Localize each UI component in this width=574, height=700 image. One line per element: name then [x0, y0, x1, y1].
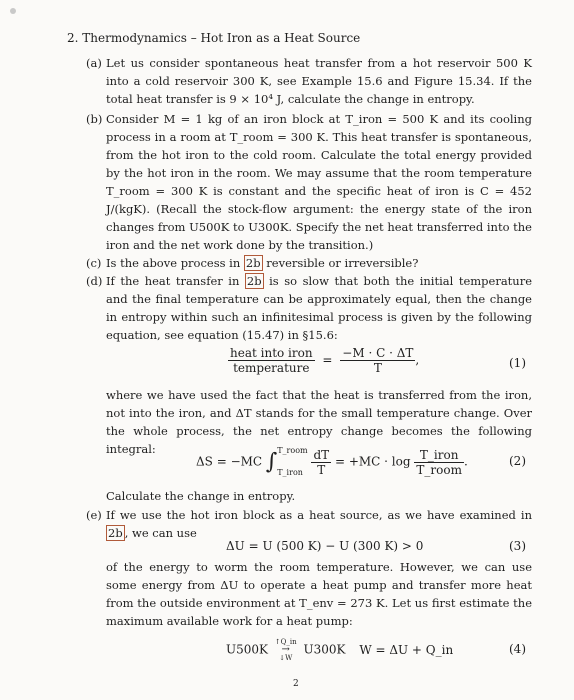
- item-e-text-before: If we use the hot iron block as a heat source, as we have examined in: [106, 508, 532, 522]
- eq2-integrand-denominator: T: [317, 462, 326, 477]
- item-d-calculate: Calculate the change in entropy.: [106, 489, 296, 503]
- equation-1: $\frac{\text{heat into iron}}{\text{temperature}}$ = $\frac{-M \cdot C \cdot \Delta T}{T}$ ,: [230, 346, 420, 375]
- problem-heading: 2. Thermodynamics – Hot Iron as a Heat Source: [67, 31, 361, 45]
- item-e-text: [106, 506, 532, 542]
- item-c: [86, 254, 532, 272]
- bullet-dot: [10, 8, 16, 14]
- eq1-lhs-denominator: temperature: [233, 361, 310, 375]
- eq2-integrand: [311, 448, 331, 477]
- eq1-rhs-numerator: −M · C · ΔT: [342, 346, 414, 360]
- integral-limits: [277, 440, 307, 484]
- ref-2b-link[interactable]: 2b: [245, 256, 261, 270]
- item-d-text-before: If the heat transfer in: [106, 274, 240, 288]
- equation-2-number: (2): [509, 454, 526, 468]
- item-a-label: (a): [86, 56, 102, 70]
- eq2-rhs: = +MC · log: [334, 454, 411, 469]
- item-e-after-eq3: of the energy to worm the room temperature. However, we can use some energy from ΔU to operate a heat pump and transfer more heat from the outside environment at T_env = 273 K. Let us first estimate the maximum available work for a heat pump:: [106, 560, 532, 628]
- item-b-text: Consider M = 1 kg of an iron block at T_iron = 500 K and its cooling process in a room at T_room = 300 K. This heat transfer is spontaneous, from the hot iron to the cold room. Calculate the total energy provided by the hot iron in the room. We may assume that the room temperature T_room = 300 K is constant and the specific heat of iron is C = 452 J/(kgK). (Recall the stock-flow argument: the energy state of the iron changes from U500K to U300K. Specify the net heat transferred into the iron and the net work done by the transition.): [106, 112, 532, 252]
- item-c-text: [106, 254, 532, 272]
- eq1-rhs-fraction: [340, 346, 415, 375]
- eq4-arrow-bottom: ↓W: [279, 654, 293, 662]
- eq2-integrand-numerator: dT: [313, 447, 330, 462]
- eq2-log-denominator: T_room: [416, 462, 462, 477]
- eq1-lhs-fraction: [228, 346, 315, 375]
- item-c-text-after: reversible or irreversible?: [266, 256, 419, 270]
- eq4-relation: W = ΔU + Q_in: [359, 642, 454, 657]
- eq2-log-numerator: T_iron: [414, 448, 464, 463]
- item-d: [86, 272, 532, 344]
- eq1-rhs-denominator: T: [373, 361, 382, 375]
- integral-sign: ∫: [265, 449, 278, 475]
- item-e-text-after: , we can use: [124, 526, 197, 540]
- item-b-label: (b): [86, 112, 103, 126]
- eq2-log-fraction: [414, 448, 464, 477]
- ref-2b-link[interactable]: 2b: [108, 526, 123, 540]
- page-number: 2: [293, 679, 299, 689]
- equation-3: ΔU = U (500 K) − U (300 K) > 0: [226, 539, 424, 553]
- equation-1-number: (1): [509, 356, 526, 370]
- item-c-text-before: Is the above process in: [106, 256, 241, 270]
- item-d-label: (d): [86, 274, 103, 288]
- eq4-arrow: [275, 638, 297, 662]
- equation-3-number: (3): [509, 539, 526, 553]
- equation-4: [226, 638, 453, 662]
- item-a: [86, 54, 532, 108]
- eq2-upper-limit: T_room: [277, 446, 308, 455]
- item-d-text-after: is so slow that both the initial temperature and the final temperature can be approximately equal, then the change in entropy within such an infinitesimal process is given by the following equation, see equation (15.47) in §15.6:: [106, 274, 533, 342]
- eq1-lhs-numerator: heat into iron: [230, 346, 313, 360]
- item-a-text: Let us consider spontaneous heat transfer from a hot reservoir 500 K into a cold reservoir 300 K, see Example 15.6 and Figure 15.34. If the total heat transfer is 9 × 10⁴ J, calculate the change in entropy.: [106, 56, 532, 106]
- eq2-lower-limit: T_iron: [277, 468, 303, 477]
- eq4-right: U300K: [303, 642, 346, 657]
- item-c-label: (c): [86, 256, 102, 270]
- ref-2b-link[interactable]: 2b: [246, 274, 262, 288]
- item-b: [86, 110, 532, 254]
- eq2-lhs: ΔS = −MC: [196, 454, 263, 469]
- item-e-label: (e): [86, 508, 102, 522]
- eq4-arrow-top: ↑Q_in: [274, 638, 297, 646]
- equation-2: ΔS = −MC ∫ T_room T_iron $\frac{dT}{T}$ = +MC · log $\frac{\text{T\_iron}}{\text{T\_room}}$ .: [196, 440, 468, 484]
- item-e: [86, 506, 532, 542]
- item-d-after-eq1: where we have used the fact that the heat is transferred from the iron, not into the iron, and ΔT stands for the small temperature change. Over the whole process, the net entropy change becomes the following integral:: [106, 388, 532, 456]
- item-d-text: [106, 272, 532, 344]
- equation-4-number: (4): [509, 642, 526, 656]
- right-arrow-icon: →: [281, 644, 290, 655]
- eq4-left: U500K: [226, 642, 268, 657]
